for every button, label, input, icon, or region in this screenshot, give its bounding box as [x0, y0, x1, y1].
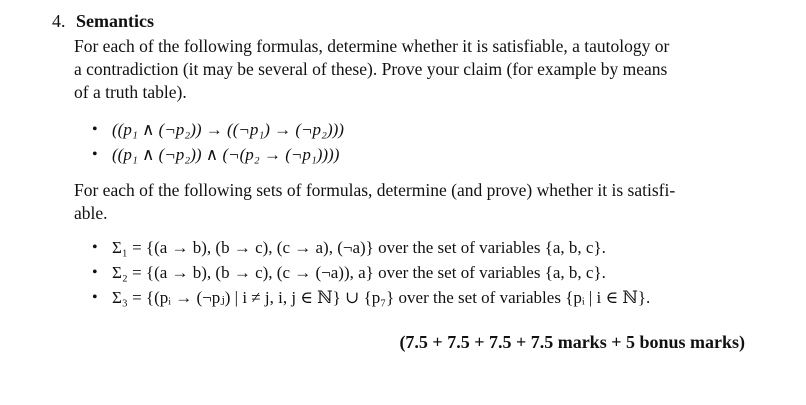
question-title: Semantics	[76, 11, 154, 31]
sets-instructions	[74, 179, 754, 225]
instruction-line: For each of the following formulas, determine whether it is satisfiable, a tautology or	[74, 36, 670, 56]
formula-set-text: Σ₁ = {(a → b), (b → c), (c → a), (¬a)} over the set of variables {a, b, c}.	[112, 238, 606, 257]
bullet-icon: •	[92, 239, 98, 256]
formula-set-list	[92, 235, 650, 310]
formula-set-text: Σ₃ = {(pᵢ → (¬pⱼ) | i ≠ j, i, j ∈ ℕ} ∪ {p₇} over the set of variables {pᵢ | i ∈ ℕ}.	[112, 288, 651, 307]
instruction-line: able.	[74, 203, 108, 223]
bullet-icon: •	[92, 146, 98, 163]
instruction-line: a contradiction (it may be several of these). Prove your claim (for example by means	[74, 59, 668, 79]
formula-text: ((p₁ ∧ (¬p₂)) → ((¬p₁) → (¬p₂)))	[112, 120, 344, 139]
formula-set-item	[92, 260, 650, 285]
instruction-line: of a truth table).	[74, 82, 187, 102]
formula-text: ((p₁ ∧ (¬p₂)) ∧ (¬(p₂ → (¬p₁))))	[112, 145, 340, 164]
question-number: 4.	[52, 11, 66, 31]
marks-allocation: (7.5 + 7.5 + 7.5 + 7.5 marks + 5 bonus marks)	[399, 332, 745, 352]
instruction-line: For each of the following sets of formulas, determine (and prove) whether it is satisfi-	[74, 180, 676, 200]
bullet-icon: •	[92, 121, 98, 138]
bullet-icon: •	[92, 264, 98, 281]
formula-set-item	[92, 235, 650, 260]
bullet-icon: •	[92, 289, 98, 306]
formula-item	[92, 117, 344, 142]
formula-set-text: Σ₂ = {(a → b), (b → c), (c → (¬a)), a} over the set of variables {a, b, c}.	[112, 263, 606, 282]
formulas-instructions	[74, 35, 754, 104]
formula-list	[92, 117, 344, 167]
formula-set-item	[92, 285, 650, 310]
formula-item	[92, 142, 344, 167]
question-heading	[52, 10, 154, 32]
